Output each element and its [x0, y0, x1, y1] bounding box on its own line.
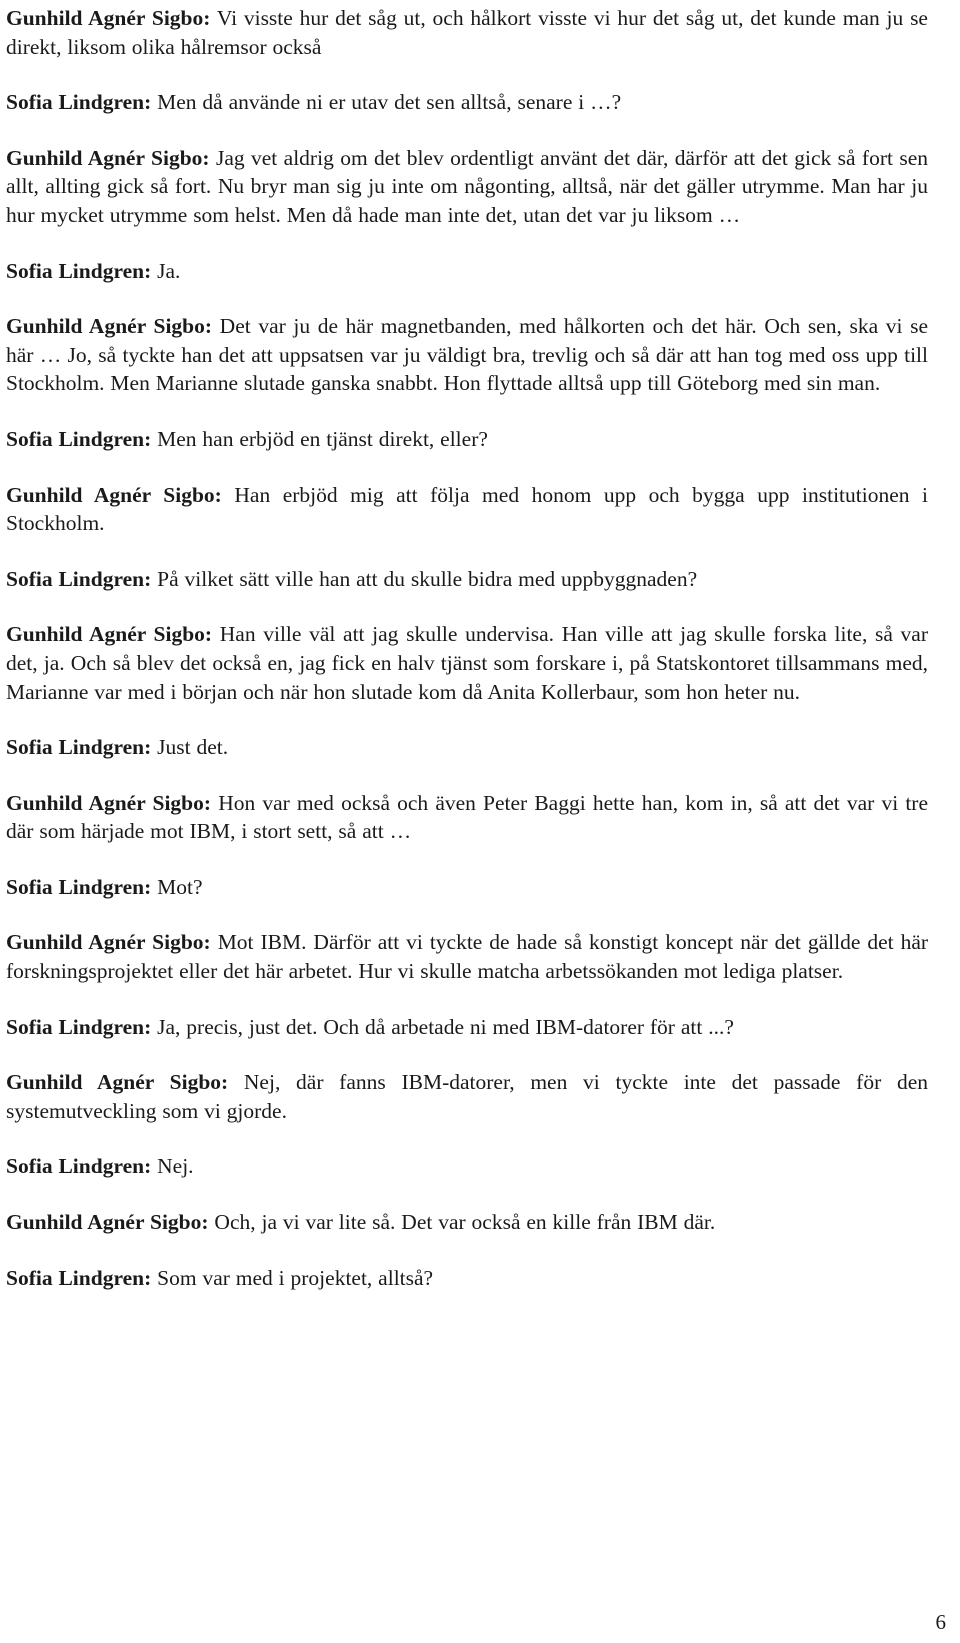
utterance-text: Som var med i projektet, alltså?	[157, 1265, 434, 1290]
speaker-name: Gunhild Agnér Sigbo:	[6, 1210, 209, 1235]
transcript-turn	[6, 1264, 928, 1293]
transcript-turn	[6, 1152, 928, 1181]
transcript-turn	[6, 1068, 928, 1125]
utterance-text: Just det.	[157, 735, 229, 760]
transcript-turn	[6, 425, 928, 454]
transcript-turn	[6, 88, 928, 117]
transcript-turn	[6, 620, 928, 706]
speaker-name: Sofia Lindgren:	[6, 735, 152, 760]
speaker-name: Gunhild Agnér Sigbo:	[6, 790, 212, 815]
speaker-name: Sofia Lindgren:	[6, 1265, 152, 1290]
utterance-text: Mot?	[157, 874, 203, 899]
page-number: 6	[935, 1610, 946, 1634]
transcript-turn	[6, 1208, 928, 1237]
speaker-name: Sofia Lindgren:	[6, 426, 152, 451]
speaker-name: Gunhild Agnér Sigbo:	[6, 482, 222, 507]
utterance-text: Det var ju de här magnetbanden, med hålkorten och det här. Och sen, ska vi se här … Jo, så tyckte han det att uppsatsen var ju väldigt bra, trevlig och så där att han tog med oss upp till Stockholm. Men Marianne slutade ganska snabbt. Hon flyttade alltså upp till Göteborg med sin man.	[6, 314, 929, 396]
utterance-text: Han ville väl att jag skulle undervisa. Han ville att jag skulle forska lite, så var det, ja. Och så blev det också en, jag fick en halv tjänst som forskare i, på Statskontoret tillsammans med, Marianne var med i början och när hon slutade kom då Anita Kollerbaur, som hon heter nu.	[6, 622, 929, 704]
transcript-turn	[6, 312, 928, 398]
speaker-name: Sofia Lindgren:	[6, 1014, 152, 1039]
speaker-name: Gunhild Agnér Sigbo:	[6, 930, 211, 955]
transcript-turn	[6, 565, 928, 594]
speaker-name: Gunhild Agnér Sigbo:	[6, 145, 210, 170]
transcript-turn	[6, 1013, 928, 1042]
speaker-name: Sofia Lindgren:	[6, 874, 152, 899]
transcript-turn	[6, 873, 928, 902]
speaker-name: Gunhild Agnér Sigbo:	[6, 314, 213, 339]
speaker-name: Sofia Lindgren:	[6, 258, 152, 283]
transcript-turn	[6, 481, 928, 538]
utterance-text: Jag vet aldrig om det blev ordentligt använt det där, därför att det gick så fort sen allt, allting gick så fort. Nu bryr man sig ju inte om någonting, alltså, när det gäller utrymme. Man har ju hur mycket utrymme som helst. Men då hade man inte det, utan det var ju liksom …	[6, 145, 929, 227]
utterance-text: Och, ja vi var lite så. Det var också en kille från IBM där.	[214, 1210, 716, 1235]
utterance-text: Nej, där fanns IBM-datorer, men vi tyckte inte det passade för den systemutveckling som vi gjorde.	[6, 1070, 928, 1123]
speaker-name: Gunhild Agnér Sigbo:	[6, 1070, 229, 1095]
transcript-turn	[6, 789, 928, 846]
utterance-text: På vilket sätt ville han att du skulle bidra med uppbyggnaden?	[157, 566, 698, 591]
speaker-name: Gunhild Agnér Sigbo:	[6, 6, 211, 30]
transcript-turn	[6, 733, 928, 762]
utterance-text: Nej.	[157, 1154, 194, 1179]
utterance-text: Han erbjöd mig att följa med honom upp och bygga upp institutionen i Stockholm.	[6, 482, 929, 536]
transcript-turn	[6, 257, 928, 286]
speaker-name: Sofia Lindgren:	[6, 90, 152, 115]
utterance-text: Hon var med också och även Peter Baggi hette han, kom in, så att det var vi tre där som härjade mot IBM, i stort sett, så att …	[6, 790, 928, 844]
utterance-text: Ja, precis, just det. Och då arbetade ni med IBM-datorer för att ...?	[157, 1014, 734, 1039]
utterance-text: Men då använde ni er utav det sen alltså, senare i …?	[157, 90, 622, 115]
utterance-text: Ja.	[157, 258, 181, 283]
utterance-text: Men han erbjöd en tjänst direkt, eller?	[157, 426, 488, 451]
speaker-name: Gunhild Agnér Sigbo:	[6, 622, 213, 647]
transcript-page	[6, 4, 928, 1292]
speaker-name: Sofia Lindgren:	[6, 1154, 152, 1179]
utterance-text: Vi visste hur det såg ut, och hålkort visste vi hur det såg ut, det kunde man ju se direkt, liksom olika hålremsor också	[6, 6, 928, 59]
utterance-text: Mot IBM. Därför att vi tyckte de hade så konstigt koncept när det gällde det här forskningsprojektet eller det här arbetet. Hur vi skulle matcha arbetssökanden mot lediga platser.	[6, 930, 929, 984]
transcript-turn	[6, 144, 928, 230]
transcript-turn	[6, 928, 928, 985]
speaker-name: Sofia Lindgren:	[6, 566, 152, 591]
transcript-turn	[6, 4, 928, 61]
